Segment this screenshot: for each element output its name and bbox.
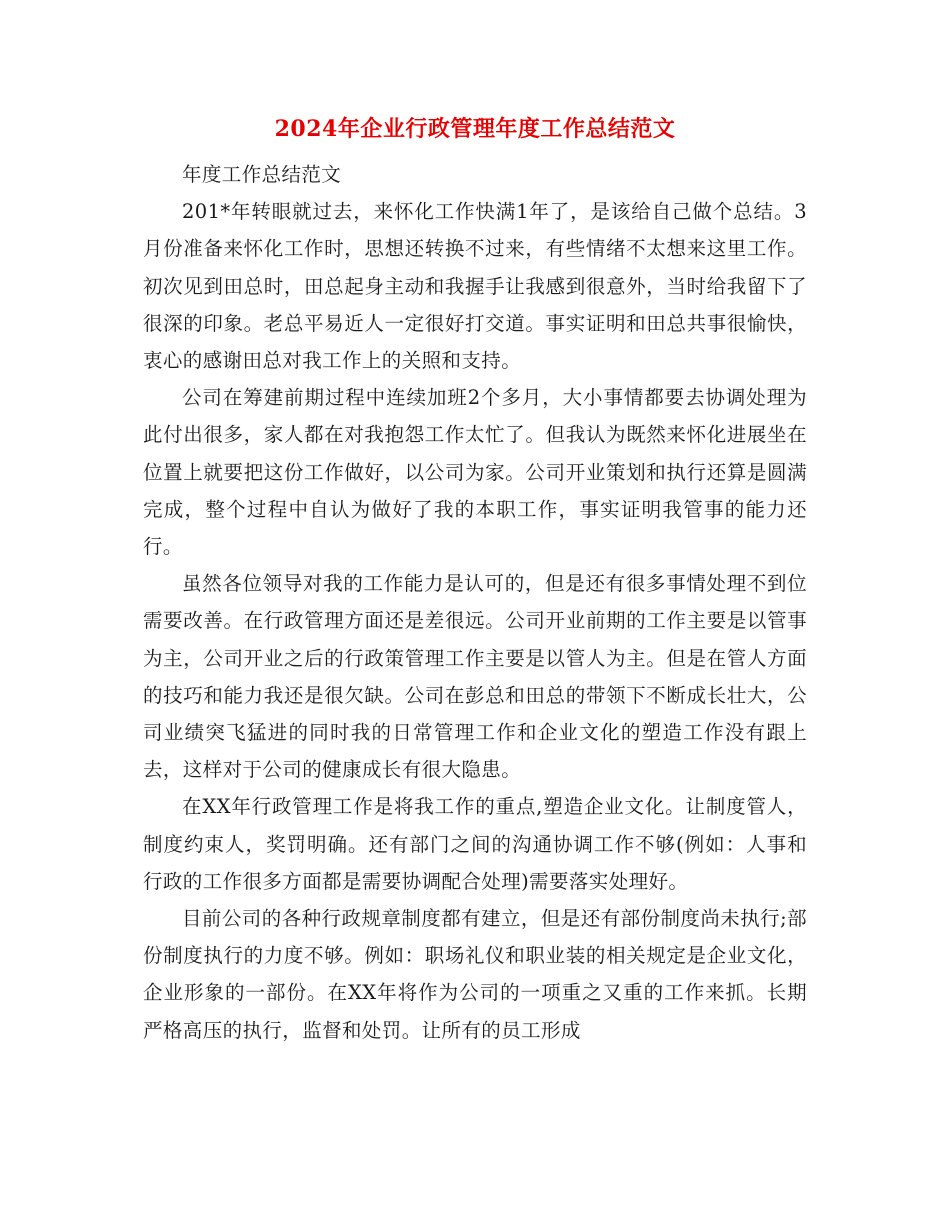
document-subheading: 年度工作总结范文 (182, 163, 342, 186)
paragraph-4: 在XX年行政管理工作是将我工作的重点,塑造企业文化。让制度管人，制度约束人，奖罚明确。还有部门之间的沟通协调工作不够(例如：人事和行政的工作很多方面都是需要协调配合处理)需要落实处理好。 (143, 795, 807, 893)
paragraph-1: 201*年转眼就过去，来怀化工作快满1年了，是该给自己做个总结。3月份准备来怀化工作时，思想还转换不过来，有些情绪不太想来这里工作。初次见到田总时，田总起身主动和我握手让我感到很意外，当时给我留下了很深的印象。老总平易近人一定很好打交道。事实证明和田总共事很愉快，衷心的感谢田总对我工作上的关照和支持。 (143, 200, 807, 373)
document-title: 2024年企业行政管理年度工作总结范文 (274, 116, 676, 142)
paragraph-3: 虽然各位领导对我的工作能力是认可的，但是还有很多事情处理不到位需要改善。在行政管理方面还是差很远。公司开业前期的工作主要是以管事为主，公司开业之后的行政策管理工作主要是以管人为主。但是在管人方面的技巧和能力我还是很欠缺。公司在彭总和田总的带领下不断成长壮大，公司业绩突飞猛进的同时我的日常管理工作和企业文化的塑造工作没有跟上去，这样对于公司的健康成长有很大隐患。 (143, 572, 807, 782)
paragraph-5: 目前公司的各种行政规章制度都有建立，但是还有部份制度尚未执行;部份制度执行的力度不够。例如：职场礼仪和职业装的相关规定是企业文化，企业形象的一部份。在XX年将作为公司的一项重之又重的工作来抓。长期严格高压的执行，监督和处罚。让所有的员工形成 (143, 907, 807, 1042)
paragraph-2: 公司在筹建前期过程中连续加班2个多月，大小事情都要去协调处理为此付出很多，家人都在对我抱怨工作太忙了。但我认为既然来怀化进展坐在位置上就要把这份工作做好，以公司为家。公司开业策划和执行还算是圆满完成，整个过程中自认为做好了我的本职工作，事实证明我管事的能力还行。 (143, 386, 807, 559)
document-body (143, 156, 807, 1049)
